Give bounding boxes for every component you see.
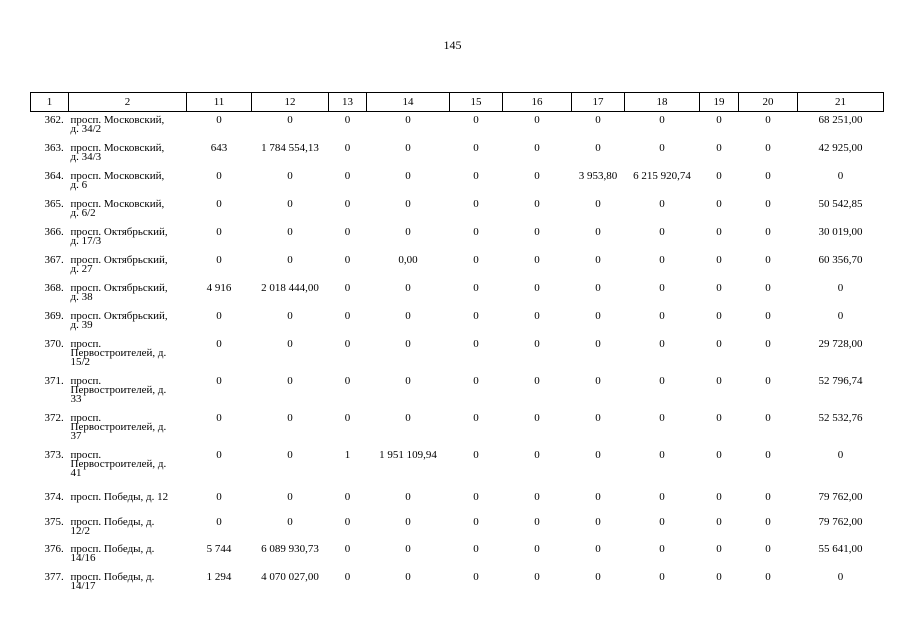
address-cell	[69, 514, 187, 541]
address-line: просп. Октябрьский,	[70, 309, 168, 322]
address-cell	[69, 489, 187, 514]
value-cell: 0	[716, 169, 722, 182]
value-cell: 0	[595, 490, 601, 503]
value-cell: 1 294	[206, 570, 232, 583]
value-cell: 0	[765, 281, 771, 294]
value-cell: 79 762,00	[818, 490, 863, 503]
value-cell: 0	[344, 337, 351, 350]
column-header: 12	[252, 93, 329, 112]
address-line: просп. Московский,	[70, 141, 165, 154]
value-cell: 0	[287, 337, 293, 350]
row-number: 365.	[44, 197, 64, 210]
address-cell	[69, 168, 187, 196]
value-cell: 0	[473, 114, 479, 126]
value-cell: 2 018 444,00	[261, 281, 319, 294]
value-cell: 0	[765, 542, 771, 555]
address-cell	[69, 252, 187, 280]
value-cell: 0	[716, 253, 722, 266]
address-line: просп. Московский,	[70, 114, 165, 126]
value-cell: 0	[287, 197, 293, 210]
value-cell: 0	[765, 141, 771, 154]
value-cell: 0	[473, 281, 479, 294]
value-cell: 0	[659, 411, 665, 424]
value-cell: 0	[837, 281, 844, 294]
value-cell: 68 251,00	[818, 114, 863, 126]
value-cell: 0	[287, 515, 293, 528]
address-cell	[69, 196, 187, 224]
value-cell: 0	[716, 374, 722, 387]
address-line: д. 17/3	[70, 234, 102, 247]
address-line: д. 34/3	[70, 150, 102, 163]
address-line: просп. Победы, д.	[70, 542, 155, 555]
column-header: 16	[503, 93, 572, 112]
row-number: 370.	[44, 337, 64, 350]
value-cell: 0	[765, 374, 771, 387]
value-cell: 0	[405, 169, 411, 182]
value-cell: 0	[595, 542, 601, 555]
value-cell: 0	[534, 411, 540, 424]
address-line: просп. Московский,	[70, 197, 165, 210]
value-cell: 0	[344, 542, 351, 555]
table-row	[31, 280, 884, 308]
value-cell: 0	[534, 570, 540, 583]
value-cell: 0	[534, 337, 540, 350]
value-cell: 0	[534, 169, 540, 182]
address-line: 14/17	[70, 579, 96, 592]
page-number: 145	[443, 38, 462, 52]
value-cell: 0	[716, 542, 722, 555]
value-cell: 0	[534, 542, 540, 555]
value-cell: 0	[287, 374, 293, 387]
address-cell	[69, 569, 187, 597]
value-cell: 1 784 554,13	[261, 141, 319, 154]
row-number: 371.	[44, 374, 64, 387]
value-cell: 0	[659, 225, 665, 238]
column-header: 2	[69, 93, 187, 112]
column-header: 19	[700, 93, 739, 112]
address-line: Первостроителей, д.	[70, 457, 167, 470]
value-cell: 0	[344, 374, 351, 387]
column-header: 20	[739, 93, 798, 112]
value-cell: 0	[473, 169, 479, 182]
column-header: 18	[625, 93, 700, 112]
row-number: 367.	[44, 253, 64, 266]
address-line: просп.	[70, 411, 102, 424]
address-line: просп.	[70, 448, 102, 461]
value-cell: 50 542,85	[818, 197, 863, 210]
value-cell: 0	[765, 515, 771, 528]
address-line: просп. Московский,	[70, 169, 165, 182]
value-cell: 4 916	[206, 281, 232, 294]
value-cell: 0	[659, 374, 665, 387]
value-cell: 0	[595, 411, 601, 424]
value-cell: 0	[216, 337, 222, 350]
value-cell: 0	[765, 448, 771, 461]
value-cell: 0	[595, 253, 601, 266]
value-cell: 0	[405, 337, 411, 350]
row-number: 375.	[44, 515, 64, 528]
table-row	[31, 112, 884, 140]
address-line: д. 27	[70, 262, 93, 275]
address-line: д. 39	[70, 318, 93, 331]
value-cell: 0	[765, 570, 771, 583]
address-cell	[69, 308, 187, 336]
column-header: 1	[31, 93, 69, 112]
value-cell: 0	[473, 225, 479, 238]
value-cell: 0	[716, 448, 722, 461]
value-cell: 0	[595, 515, 601, 528]
value-cell: 0	[595, 309, 601, 322]
value-cell: 0	[216, 411, 222, 424]
value-cell: 0	[473, 515, 479, 528]
address-line: д. 38	[70, 290, 93, 303]
value-cell: 0	[716, 309, 722, 322]
column-header: 17	[572, 93, 625, 112]
address-line: 15/2	[70, 355, 91, 368]
value-cell: 0	[534, 490, 540, 503]
table-row	[31, 447, 884, 489]
value-cell: 3 953,80	[578, 169, 618, 182]
header-row	[31, 93, 884, 112]
value-cell: 0	[659, 570, 665, 583]
value-cell: 60 356,70	[818, 253, 863, 266]
value-cell: 0	[216, 225, 222, 238]
row-number: 368.	[44, 281, 64, 294]
table-row	[31, 373, 884, 410]
value-cell: 0	[595, 197, 601, 210]
address-line: Первостроителей, д.	[70, 346, 167, 359]
value-cell: 0	[595, 570, 601, 583]
value-cell: 0	[595, 448, 601, 461]
value-cell: 5 744	[206, 542, 232, 555]
value-cell: 0	[473, 570, 479, 583]
value-cell: 0	[659, 281, 665, 294]
row-number: 362.	[44, 114, 64, 126]
value-cell: 0	[765, 114, 771, 126]
value-cell: 0	[216, 114, 222, 126]
value-cell: 1 951 109,94	[379, 448, 437, 461]
column-header: 15	[450, 93, 503, 112]
value-cell: 30 019,00	[818, 225, 863, 238]
value-cell: 0	[534, 225, 540, 238]
data-table	[30, 92, 884, 597]
row-number: 363.	[44, 141, 64, 154]
value-cell: 0	[765, 169, 771, 182]
value-cell: 0	[595, 114, 601, 126]
value-cell: 0	[216, 309, 222, 322]
address-cell	[69, 541, 187, 569]
value-cell: 0	[473, 542, 479, 555]
table-row	[31, 140, 884, 168]
value-cell: 0	[473, 309, 479, 322]
value-cell: 0	[716, 281, 722, 294]
address-line: просп. Октябрьский,	[70, 281, 168, 294]
value-cell: 52 532,76	[818, 411, 863, 424]
table-row	[31, 168, 884, 196]
value-cell: 0	[534, 197, 540, 210]
value-cell: 6 089 930,73	[261, 542, 319, 555]
address-line: просп. Октябрьский,	[70, 225, 168, 238]
value-cell: 0	[473, 374, 479, 387]
value-cell: 0	[765, 197, 771, 210]
value-cell: 55 641,00	[818, 542, 863, 555]
address-cell	[69, 140, 187, 168]
value-cell: 0,00	[398, 253, 418, 266]
value-cell: 42 925,00	[818, 141, 863, 154]
value-cell: 0	[837, 309, 844, 322]
column-header: 13	[329, 93, 367, 112]
table-row	[31, 569, 884, 597]
value-cell: 0	[216, 197, 222, 210]
address-line: д. 34/2	[70, 123, 102, 135]
address-line: просп. Октябрьский,	[70, 253, 168, 266]
value-cell: 0	[765, 309, 771, 322]
value-cell: 6 215 920,74	[633, 169, 691, 182]
value-cell: 0	[595, 281, 601, 294]
value-cell: 0	[716, 197, 722, 210]
value-cell: 0	[534, 374, 540, 387]
value-cell: 0	[405, 374, 411, 387]
value-cell: 0	[659, 141, 665, 154]
column-header: 21	[798, 93, 884, 112]
value-cell: 0	[716, 515, 722, 528]
value-cell: 0	[216, 490, 222, 503]
value-cell: 79 762,00	[818, 515, 863, 528]
value-cell: 0	[534, 253, 540, 266]
value-cell: 0	[216, 169, 222, 182]
value-cell: 0	[216, 448, 222, 461]
value-cell: 0	[716, 337, 722, 350]
value-cell: 0	[473, 411, 479, 424]
value-cell: 0	[344, 281, 351, 294]
value-cell: 0	[287, 490, 293, 503]
value-cell: 0	[659, 197, 665, 210]
value-cell: 0	[473, 197, 479, 210]
value-cell: 0	[837, 448, 844, 461]
table-row	[31, 308, 884, 336]
value-cell: 0	[405, 542, 411, 555]
row-number: 377.	[44, 570, 64, 583]
value-cell: 0	[287, 114, 293, 126]
value-cell: 0	[595, 374, 601, 387]
value-cell: 0	[405, 225, 411, 238]
value-cell: 0	[287, 253, 293, 266]
value-cell: 0	[287, 411, 293, 424]
row-number: 364.	[44, 169, 64, 182]
value-cell: 0	[765, 490, 771, 503]
value-cell: 0	[344, 309, 351, 322]
table-row	[31, 541, 884, 569]
row-number: 366.	[44, 225, 64, 238]
value-cell: 0	[473, 337, 479, 350]
value-cell: 0	[287, 225, 293, 238]
address-cell	[69, 224, 187, 252]
row-number: 376.	[44, 542, 64, 555]
address-line: 33	[70, 392, 82, 405]
value-cell: 0	[659, 448, 665, 461]
value-cell: 0	[765, 253, 771, 266]
address-line: 41	[70, 466, 82, 479]
row-number: 374.	[44, 490, 64, 503]
address-cell	[69, 447, 187, 489]
value-cell: 0	[716, 225, 722, 238]
value-cell: 0	[344, 515, 351, 528]
value-cell: 0	[534, 515, 540, 528]
value-cell: 0	[595, 337, 601, 350]
value-cell: 0	[473, 448, 479, 461]
address-line: 12/2	[70, 524, 91, 537]
value-cell: 0	[534, 281, 540, 294]
value-cell: 0	[659, 114, 665, 126]
value-cell: 0	[405, 281, 411, 294]
value-cell: 0	[659, 515, 665, 528]
address-line: д. 6	[70, 178, 88, 191]
value-cell: 0	[659, 542, 665, 555]
address-line: просп. Победы, д. 12	[70, 490, 169, 503]
value-cell: 0	[405, 309, 411, 322]
table-row	[31, 224, 884, 252]
value-cell: 0	[765, 411, 771, 424]
value-cell: 0	[837, 570, 844, 583]
value-cell: 0	[405, 515, 411, 528]
value-cell: 0	[344, 197, 351, 210]
address-line: Первостроителей, д.	[70, 420, 167, 433]
address-cell	[69, 373, 187, 410]
address-cell	[69, 112, 187, 140]
row-number: 369.	[44, 309, 64, 322]
value-cell: 0	[595, 141, 601, 154]
address-line: 37	[70, 429, 82, 442]
value-cell: 0	[765, 225, 771, 238]
value-cell: 0	[473, 253, 479, 266]
value-cell: 0	[216, 515, 222, 528]
address-line: Первостроителей, д.	[70, 383, 167, 396]
value-cell: 0	[405, 411, 411, 424]
value-cell: 0	[534, 114, 540, 126]
address-cell	[69, 336, 187, 373]
value-cell: 0	[344, 490, 351, 503]
value-cell: 0	[216, 253, 222, 266]
value-cell: 0	[659, 337, 665, 350]
value-cell: 0	[595, 225, 601, 238]
value-cell: 0	[287, 169, 293, 182]
value-cell: 0	[405, 197, 411, 210]
value-cell: 0	[716, 570, 722, 583]
table-row	[31, 514, 884, 541]
address-line: просп. Победы, д.	[70, 570, 155, 583]
value-cell: 4 070 027,00	[261, 570, 319, 583]
value-cell: 0	[716, 411, 722, 424]
value-cell: 0	[287, 448, 293, 461]
address-cell	[69, 280, 187, 308]
value-cell: 0	[765, 337, 771, 350]
value-cell: 0	[344, 114, 351, 126]
value-cell: 0	[534, 309, 540, 322]
address-line: д. 6/2	[70, 206, 96, 219]
value-cell: 0	[405, 490, 411, 503]
address-line: просп.	[70, 374, 102, 387]
value-cell: 52 796,74	[818, 374, 863, 387]
table-row	[31, 489, 884, 514]
value-cell: 0	[405, 141, 411, 154]
value-cell: 0	[344, 141, 351, 154]
value-cell: 0	[405, 570, 411, 583]
value-cell: 0	[344, 225, 351, 238]
value-cell: 0	[344, 411, 351, 424]
value-cell: 0	[837, 169, 844, 182]
table-row	[31, 336, 884, 373]
value-cell: 643	[210, 141, 228, 154]
table-row	[31, 196, 884, 224]
value-cell: 0	[534, 141, 540, 154]
value-cell: 0	[473, 490, 479, 503]
row-number: 372.	[44, 411, 64, 424]
value-cell: 0	[473, 141, 479, 154]
row-number: 373.	[44, 448, 64, 461]
table-row	[31, 410, 884, 447]
address-line: 14/16	[70, 551, 96, 564]
value-cell: 0	[287, 309, 293, 322]
value-cell: 1	[344, 448, 351, 461]
column-header: 14	[367, 93, 450, 112]
value-cell: 0	[716, 114, 722, 126]
address-line: просп. Победы, д.	[70, 515, 155, 528]
address-cell	[69, 410, 187, 447]
value-cell: 0	[405, 114, 411, 126]
column-header: 11	[187, 93, 252, 112]
value-cell: 0	[344, 570, 351, 583]
value-cell: 0	[344, 253, 351, 266]
value-cell: 0	[344, 169, 351, 182]
value-cell: 0	[534, 448, 540, 461]
table-row	[31, 252, 884, 280]
value-cell: 0	[659, 253, 665, 266]
value-cell: 0	[216, 374, 222, 387]
value-cell: 0	[716, 490, 722, 503]
value-cell: 0	[659, 309, 665, 322]
value-cell: 0	[716, 141, 722, 154]
value-cell: 29 728,00	[818, 337, 863, 350]
address-line: просп.	[70, 337, 102, 350]
value-cell: 0	[659, 490, 665, 503]
